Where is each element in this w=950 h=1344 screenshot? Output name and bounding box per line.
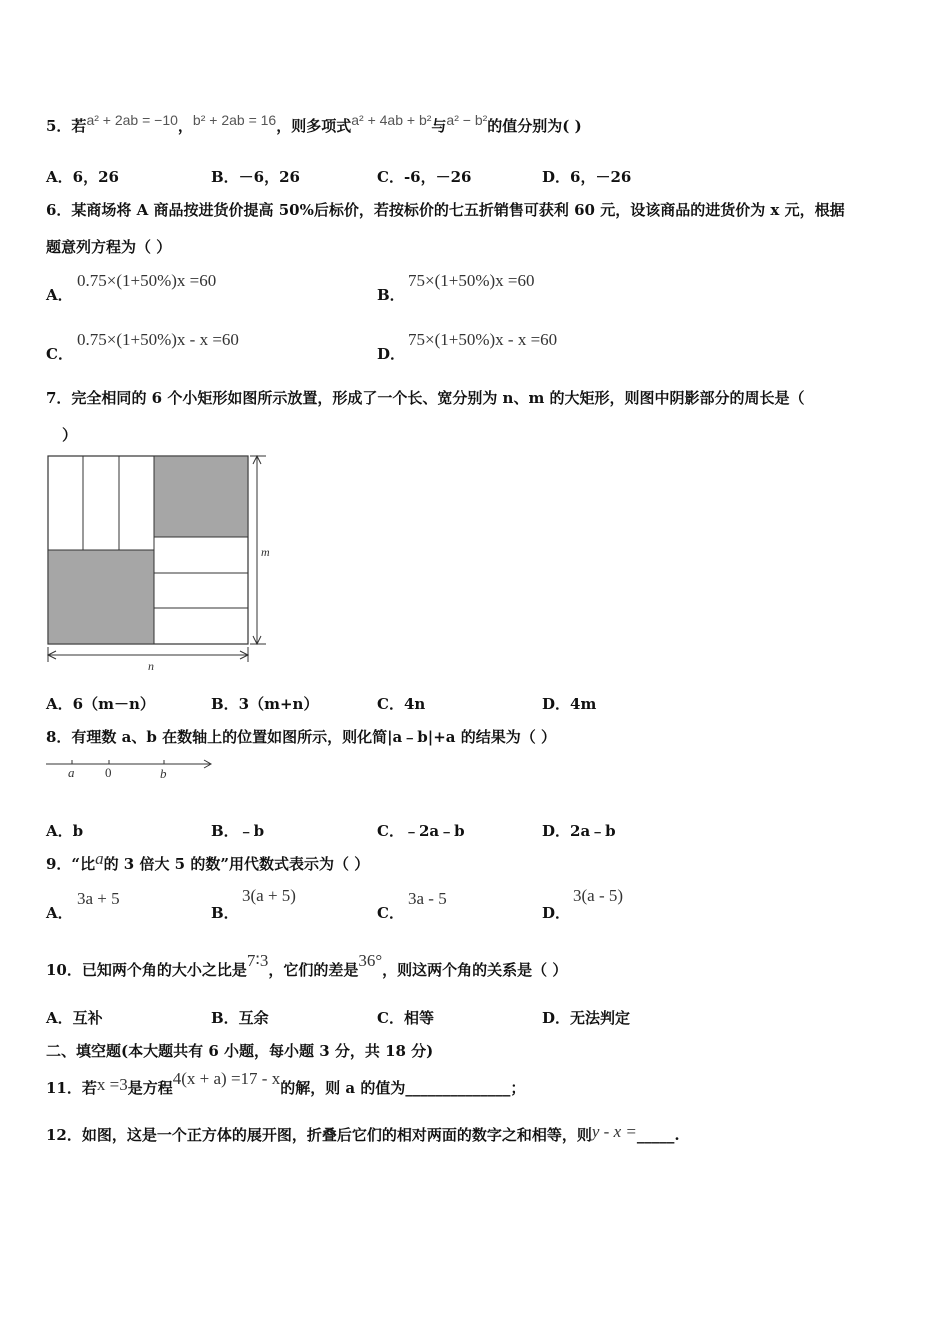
q10-diff: 36° [358, 951, 383, 970]
q5-line [46, 112, 582, 136]
q9-option-c-formula: 3a - 5 [408, 889, 447, 908]
m-label: m [261, 545, 270, 559]
q9-prefix: 9．“比 [46, 855, 96, 873]
q6-option-b-formula: 75×(1+50%)x =60 [408, 271, 535, 290]
q7-line1: 7．完全相同的 6 个小矩形如图所示放置，形成了一个长、宽分别为 n、m 的大矩形，则图中阴影部分的周长是（ [46, 389, 805, 407]
q10-option-d[interactable]: D．无法判定 [542, 1009, 631, 1027]
label-b: b [160, 766, 167, 781]
label-0: 0 [105, 765, 112, 780]
q11-cond: x =3 [96, 1075, 128, 1094]
q10-suffix: ，则这两个角的关系是（ ） [382, 961, 568, 979]
q11-line [46, 1069, 526, 1098]
n-label: n [148, 659, 154, 673]
q7-option-a[interactable]: A．6（m－n） [46, 695, 155, 713]
q8-option-d[interactable]: D．2a﹣b [542, 822, 616, 840]
shaded-bottom-left [48, 550, 154, 644]
q11-suffix: 的解，则 a 的值为______________； [280, 1079, 526, 1097]
q5-suffix: 的值分别为( ) [487, 117, 582, 135]
q5-expr1: a² + 2ab = −10 [86, 112, 178, 128]
q10-option-a[interactable]: A．互补 [46, 1009, 103, 1027]
q11-prefix: 11．若 [46, 1079, 97, 1097]
q12-suffix: _____. [636, 1126, 680, 1144]
q9-var: a [95, 849, 104, 868]
q5-option-a[interactable]: A．6，26 [46, 168, 119, 186]
q6-line1: 6．某商场将 A 商品按进货价提高 50%后标价，若按标价的七五折销售可获利 60 元，设该商品的进货价为 x 元，根据 [46, 201, 845, 219]
q10-option-c[interactable]: C．相等 [377, 1009, 434, 1027]
q9-option-c-label[interactable]: C． [377, 904, 404, 922]
q8-line1: 8．有理数 a、b 在数轴上的位置如图所示，则化简|a﹣b|+a 的结果为（ ） [46, 728, 556, 746]
q5-expr2: b² + 2ab = 16 [192, 112, 277, 128]
section-2-title: 二、填空题(本大题共有 6 小题，每小题 3 分，共 18 分) [46, 1042, 434, 1060]
q12-expr: y - x = [591, 1122, 637, 1141]
q5-option-c[interactable]: C．-6，－26 [377, 168, 472, 186]
q10-mid: ，它们的差是 [268, 961, 359, 979]
q7-rectangle-figure [40, 450, 280, 676]
q6-option-d-formula: 75×(1+50%)x - x =60 [408, 330, 558, 349]
q5-expr4: a² − b² [446, 112, 488, 128]
q9-option-d-formula: 3(a - 5) [573, 886, 624, 905]
q8-option-a[interactable]: A．b [46, 822, 84, 840]
q5-sep: ， [177, 117, 193, 135]
q9-option-a-label[interactable]: A． [46, 904, 73, 922]
q9-option-a-formula: 3a + 5 [77, 889, 120, 908]
q6-option-d-label[interactable]: D． [377, 345, 406, 363]
q5-option-d[interactable]: D．6，－26 [542, 168, 632, 186]
q6-line2: 题意列方程为（ ） [46, 238, 172, 256]
q10-line [46, 951, 568, 980]
q5-option-b[interactable]: B．－6，26 [211, 168, 300, 186]
q5-prefix: 5．若 [46, 117, 87, 135]
q9-option-d-label[interactable]: D． [542, 904, 571, 922]
q8-number-line [42, 755, 217, 783]
q10-ratio: 7∶3 [246, 951, 269, 970]
q10-prefix: 10．已知两个角的大小之比是 [46, 961, 247, 979]
q9-line [46, 849, 370, 874]
q5-expr3: a² + 4ab + b² [351, 112, 432, 128]
q7-option-c[interactable]: C．4n [377, 695, 426, 713]
q7-line2: ） [62, 426, 78, 444]
q12-line [46, 1122, 680, 1145]
q10-option-b[interactable]: B．互余 [211, 1009, 269, 1027]
shaded-top-right [154, 456, 248, 537]
q8-option-b[interactable]: B．﹣b [211, 822, 265, 840]
q7-option-b[interactable]: B．3（m+n） [211, 695, 319, 713]
q6-option-a-label[interactable]: A． [46, 286, 73, 304]
q12-prefix: 12．如图，这是一个正方体的展开图，折叠后它们的相对两面的数字之和相等，则 [46, 1126, 592, 1144]
q11-mid: 是方程 [127, 1079, 173, 1097]
q6-option-a-formula: 0.75×(1+50%)x =60 [77, 271, 217, 290]
q6-option-c-formula: 0.75×(1+50%)x - x =60 [77, 330, 239, 349]
q8-option-c[interactable]: C．﹣2a﹣b [377, 822, 465, 840]
q9-suffix: 的 3 倍大 5 的数”用代数式表示为（ ） [103, 855, 370, 873]
q5-and: 与 [431, 117, 447, 135]
q9-option-b-label[interactable]: B． [211, 904, 239, 922]
q6-option-b-label[interactable]: B． [377, 286, 405, 304]
q9-option-b-formula: 3(a + 5) [242, 886, 296, 905]
label-a: a [68, 765, 75, 780]
q6-option-c-label[interactable]: C． [46, 345, 73, 363]
q5-mid: ，则多项式 [276, 117, 352, 135]
q7-option-d[interactable]: D．4m [542, 695, 597, 713]
q11-equation: 4(x + a) =17 - x [172, 1069, 281, 1088]
